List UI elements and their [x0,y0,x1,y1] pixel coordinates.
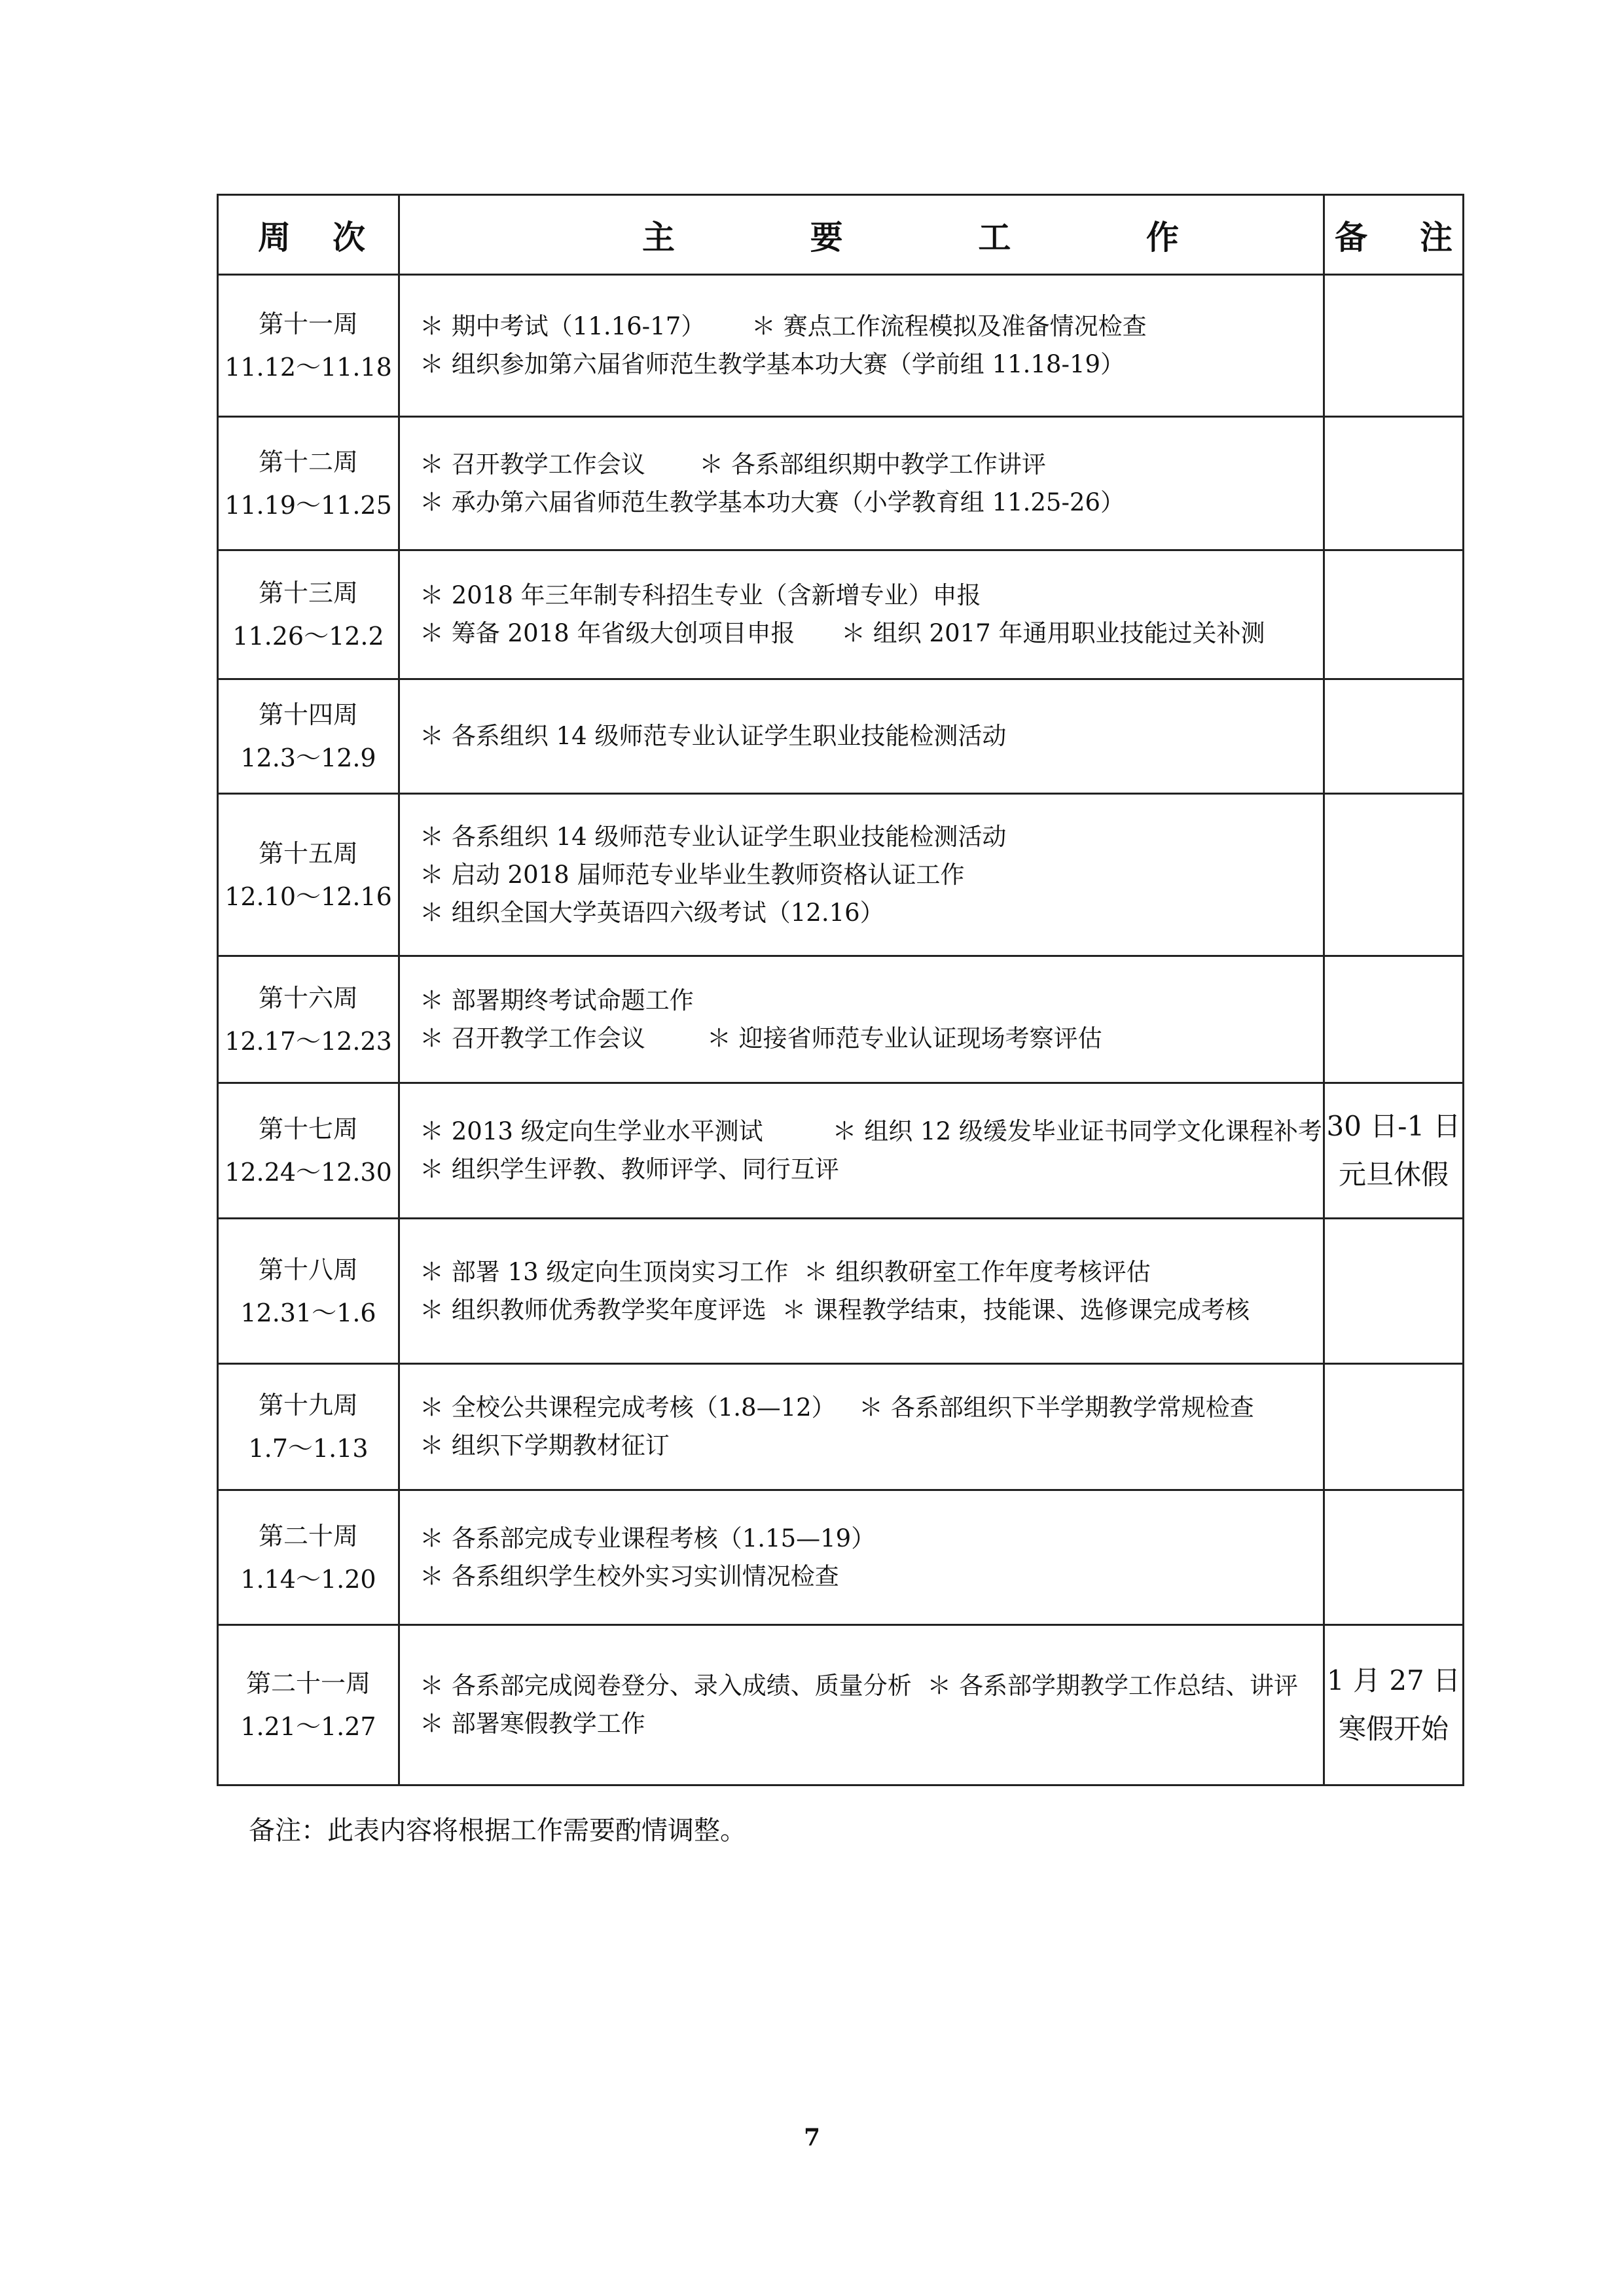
week-dates: 1.21～1.27 [240,1712,376,1741]
week-cell [218,1625,399,1785]
header-note [1324,195,1464,275]
week-label: 第十八周 [258,1255,358,1284]
work-item: ＊ 期中考试（11.16-17） ＊ 赛点工作流程模拟及准备情况检查 [420,312,1147,340]
work-item: ＊ 部署期终考试命题工作 [420,986,694,1014]
work-cell [399,1219,1324,1364]
note-cell [1324,1625,1464,1785]
week-cell [218,1364,399,1490]
work-item: ＊ 各系组织学生校外实习实训情况检查 [420,1562,839,1590]
week-dates: 1.14～1.20 [240,1564,376,1594]
week-cell [218,1490,399,1625]
table-row [218,794,1464,956]
header-note-char: 注 [1420,217,1453,257]
note-text: 寒假开始 [1338,1713,1449,1745]
header-week-char: 周 [258,217,291,257]
week-cell [218,275,399,417]
table-row [218,1625,1464,1785]
work-item: ＊ 组织学生评教、教师评学、同行互评 [420,1155,839,1183]
work-item: ＊ 2018 年三年制专科招生专业（含新增专业）申报 [420,581,981,609]
week-label: 第二十一周 [245,1669,370,1698]
week-label: 第十四周 [258,700,358,729]
work-item: ＊ 全校公共课程完成考核（1.8—12） ＊ 各系部组织下半学期教学常规检查 [420,1393,1254,1422]
week-dates: 12.24～12.30 [225,1158,392,1187]
week-dates: 1.7～1.13 [248,1434,369,1463]
week-dates: 12.17～12.23 [225,1026,392,1056]
note-text: 30 日-1 日 [1326,1110,1461,1142]
work-item: ＊ 召开教学工作会议 ＊ 各系部组织期中教学工作讲评 [420,450,1046,478]
week-dates: 11.26～12.2 [232,622,384,651]
work-item: ＊ 各系部完成阅卷登分、录入成绩、质量分析 ＊ 各系部学期教学工作总结、讲评 [420,1672,1299,1700]
work-item: ＊ 筹备 2018 年省级大创项目申报 ＊ 组织 2017 年通用职业技能过关补测 [420,619,1265,647]
note-cell [1324,1083,1464,1219]
week-label: 第十一周 [258,310,358,338]
week-cell [218,794,399,956]
work-cell [399,956,1324,1083]
work-item: ＊ 组织参加第六届省师范生教学基本功大赛（学前组 11.18-19） [420,350,1125,378]
note-cell [1324,679,1464,794]
table-row [218,1083,1464,1219]
header-main-char: 工 [978,217,1011,257]
header-row [218,195,1464,275]
work-cell [399,1364,1324,1490]
week-label: 第十九周 [258,1391,358,1420]
work-cell [399,417,1324,550]
note-cell [1324,275,1464,417]
work-cell [399,275,1324,417]
table-row [218,679,1464,794]
header-week-char: 次 [333,217,365,257]
note-cell [1324,1364,1464,1490]
work-item: ＊ 启动 2018 届师范专业毕业生教师资格认证工作 [420,860,965,889]
week-cell [218,417,399,550]
header-main-char: 作 [1146,217,1179,257]
work-item: ＊ 部署寒假教学工作 [420,1710,645,1738]
table-row [218,550,1464,679]
header-note-char: 备 [1335,217,1367,257]
work-item: ＊ 各系组织 14 级师范专业认证学生职业技能检测活动 [420,822,1007,851]
work-item: ＊ 组织教师优秀教学奖年度评选 ＊ 课程教学结束，技能课、选修课完成考核 [420,1295,1250,1324]
week-cell [218,550,399,679]
header-main-work [399,195,1324,275]
week-dates: 12.10～12.16 [225,882,392,911]
table-row [218,1490,1464,1625]
header-week [218,195,399,275]
note-cell [1324,956,1464,1083]
work-cell [399,1083,1324,1219]
note-cell [1324,1219,1464,1364]
work-item: ＊ 承办第六届省师范生教学基本功大赛（小学教育组 11.25-26） [420,488,1125,516]
work-item: ＊ 组织全国大学英语四六级考试（12.16） [420,898,884,927]
week-label: 第十三周 [258,579,358,607]
note-text: 1 月 27 日 [1326,1664,1461,1696]
note-cell [1324,794,1464,956]
work-cell [399,1625,1324,1785]
table-row [218,1219,1464,1364]
week-cell [218,1219,399,1364]
work-cell [399,550,1324,679]
note-text: 元旦休假 [1338,1158,1449,1191]
week-dates: 12.3～12.9 [240,744,376,772]
header-main-char: 主 [642,217,675,257]
week-cell [218,956,399,1083]
work-cell [399,794,1324,956]
note-cell [1324,417,1464,550]
week-dates: 11.19～11.25 [225,490,392,520]
header-main-char: 要 [810,217,843,257]
schedule-table [217,194,1464,1786]
week-label: 第十二周 [258,447,358,476]
work-item: ＊ 部署 13 级定向生顶岗实习工作 ＊ 组织教研室工作年度考核评估 [420,1257,1151,1286]
week-label: 第二十周 [258,1521,358,1551]
table-row [218,275,1464,417]
table-row [218,1364,1464,1490]
work-cell [399,679,1324,794]
table-row [218,956,1464,1083]
week-cell [218,1083,399,1219]
footnote: 备注：此表内容将根据工作需要酌情调整。 [249,1816,746,1846]
table-row [218,417,1464,550]
week-dates: 12.31～1.6 [240,1298,376,1327]
note-cell [1324,1490,1464,1625]
work-item: ＊ 2013 级定向生学业水平测试 ＊ 组织 12 级缓发毕业证书同学文化课程补考 [420,1117,1322,1145]
work-item: ＊ 召开教学工作会议 ＊ 迎接省师范专业认证现场考察评估 [420,1024,1102,1052]
work-cell [399,1490,1324,1625]
week-cell [218,679,399,794]
week-label: 第十七周 [258,1115,358,1143]
week-label: 第十五周 [258,838,358,868]
week-label: 第十六周 [258,983,358,1013]
work-item: ＊ 各系部完成专业课程考核（1.15—19） [420,1524,876,1552]
note-cell [1324,550,1464,679]
page-number: 7 [803,2124,821,2151]
week-dates: 11.12～11.18 [225,353,392,382]
work-item: ＊ 各系组织 14 级师范专业认证学生职业技能检测活动 [420,722,1007,750]
work-item: ＊ 组织下学期教材征订 [420,1431,670,1460]
